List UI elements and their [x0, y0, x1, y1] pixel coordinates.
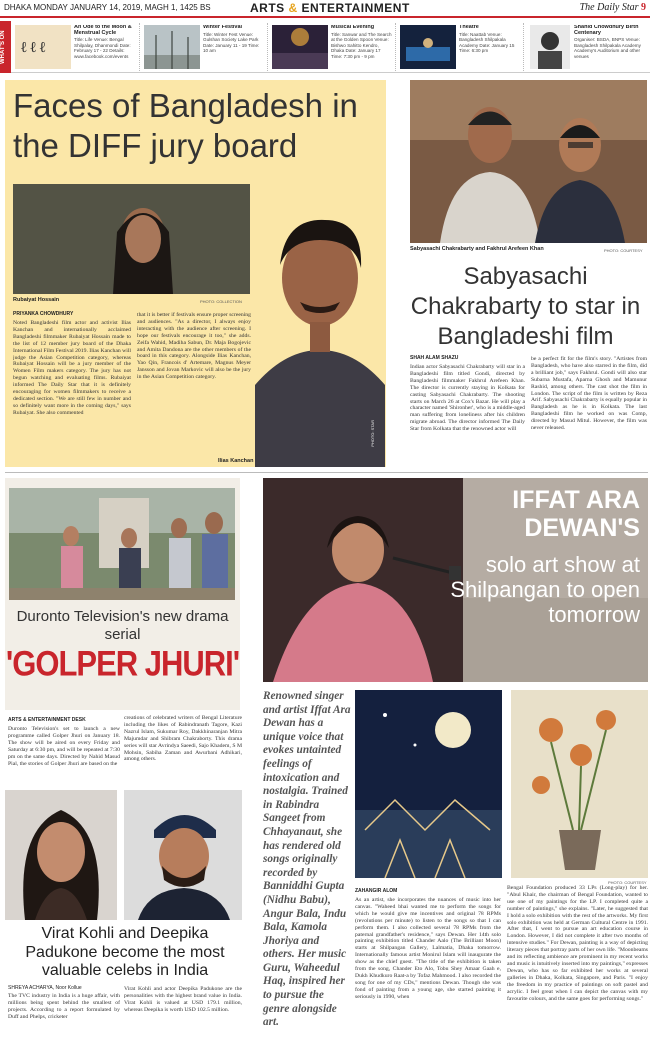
event-title: An Ode to the Moon & Menstrual Cycle [74, 25, 132, 36]
article-column: creations of celebrated writers of Bengal Literature including the likes of Rabindranath Tagore, Kazi Nazrul Islam, Sukumar Roy, Dakkhinaranjan Mitra Majumdar and Shibram Chakraborty. This drama series will star Avrindya Saeedi, Sajo Khadem, S M Mohsin, Sabiha Zaman and Awurbani Adhikari, among others. [124, 715, 242, 763]
article-column: be a perfect fit for the film's story. "Artistes from Bangladesh, who have also starred in the film, did a brilliant job," says Fakhrul. Gondi will also star Subarna Mustafa, Aparna Ghosh and Mamunur Rashid, among others. The cast shot the film in London. The script of the film is written by Reza Arif. Sabyasachi Chakrabarty is equally popular in Bangladesh as he is in Kolkata. The last Bangladeshi film he worked on was Comp, directed by Masud Mitul. However, the film was never released. [531, 356, 647, 432]
section-title [250, 1, 410, 15]
iffat-ara-dewan-banner [263, 478, 648, 682]
article-column: Bengal Foundation produced 33 LPs (Long-play) for her. "Abul Khair, the chairman of Bengal Foundation, wanted to use one of my paintings for the LP. I completed quite a number of paintings," she explains. "Later, he suggested that I hold a solo exhibition with the rest of the artworks. My first solo exhibition was held at German Cultural Centre in 1991. After that, I went to pursue an art education course in London. However, I did not complete it after two months of intensive studies." For Dewan, painting is a way of depicting literary pieces that portray parts of her own life. "Moonbeams and its reflecting ambience are prominent in my recent works and music is intuitively inserted into my paintings," expresses Dewan, who has so far exhibited her works at several galleries in Dhaka, Kolkata, Singapore, and Paris. "I enjoy the freedom in my practice of paintings on soft pastel and acrylic. I feel great when I can depict the canvas with my favourite colours, and the same goes for performing songs." [507, 885, 648, 1002]
diff-jury-article [5, 80, 386, 467]
svg-text:ℓ ℓ ℓ: ℓ ℓ ℓ [21, 40, 46, 56]
article-column: Indian actor Sabyasachi Chakrabarty will star in a Bangladeshi film titled Gondi, directed by Bangladeshi filmmaker Fakhrul Arefeen Khan. The director is currently staying in Kolkata for casting Sabyasachi Chakrabarty. The shooting starts on March 26 at Cox's Bazar. He will play a character named 'Shironher', who is a middle-aged man suffering from loneliness after his children migrate abroad. The director informed The Daily Star from Kolkata that the renowned actor will [410, 364, 525, 433]
concert-thumbnail [272, 25, 328, 69]
event-thumbnail [272, 25, 328, 69]
section-divider [5, 472, 648, 473]
byline: SHAH ALAM SHAZU [410, 355, 459, 361]
drama-scene-photo [9, 488, 235, 600]
section-title-amp: & [288, 1, 298, 15]
portrait-thumbnail [530, 25, 570, 69]
masthead-logo: The Daily Star [579, 2, 639, 13]
event-title: Theatre [459, 25, 479, 30]
article-headline: Virat Kohli and Deepika Padukone become the most valuable celebs in India [25, 925, 225, 979]
sabyasachi-fakhrul-photo [410, 80, 647, 243]
event-details: Organiser: BSDA, BNPS Venue: Bangladesh Shilpakala Academy Academy's Auditorium and other venues [574, 37, 641, 59]
section-title-arts: ARTS [250, 1, 285, 15]
whats-on-item [526, 23, 648, 71]
photo-caption: Ilias Kanchan [218, 458, 254, 464]
virat-kohli-photo [124, 790, 242, 920]
article-headline: 'GOLPER JHURI' [5, 643, 240, 684]
section-title-entertainment: ENTERTAINMENT [301, 1, 410, 15]
article-headline: IFFAT ARA DEWAN'S [512, 486, 640, 542]
winter-trees-thumbnail [144, 25, 200, 69]
event-details: Title: Life Venue: Bengal Shilpalay, Dhanmondi Date: February 17 - 22 Details: www.facebook.com/events [74, 37, 131, 59]
event-thumbnail [400, 25, 456, 69]
dateline: DHAKA MONDAY JANUARY 14, 2019, MAGH 1, 1425 BS [4, 3, 211, 12]
deepika-padukone-photo [5, 790, 117, 920]
photo-credit: PHOTO: COLLECTION [200, 299, 242, 304]
pull-quote: Renowned singer and artist Iffat Ara Dewan has a unique voice that evokes untainted feelings of intoxication and nostalgia. Trained in Rabindra Sangeet from Chhayanaut, she has rendered old songs originally recorded by Banniddhi Gupta (Nidhu Babu), Angur Bala, Indu Bala, Kamola Jhoriya and others. Her music Guru, Waheedul Haq, inspired her to pursue the genre alongside art. [263, 690, 351, 1029]
ilias-kanchan-photo [255, 210, 385, 467]
whats-on-strip [0, 21, 650, 73]
photo-credit: PHOTO: COURTESY [604, 248, 643, 253]
article-column: As an artist, she incorporates the nuances of music into her canvas. "Waheed bhai wanted me to perform the songs for which he would give me incentives and original 78 RPMs (revolutions per minute) to listen to the songs so that I can perform them. I also collected several 78 RPMs from the paternal grandfather's residence," says Dewan. Her 14th solo painting exhibition titled Chander Aalo (The Brilliant Moon) starts at Shilpangan Gallery, Lalmatia, Dhaka tomorrow. Internationally famous artist Monirul Islam will inaugurate the show as the chief guest. "The title of the exhibition is taken from the song, Chander Eto Alo, Tobu Shey Amaar Gaah e, Dukh Khudkuro Raat-a by Tofaz Mahmood. I also recorded the song for one of my CDs," mentions Dewan. Though she was fond of painting from a young age, she started painting it seriously in 1990, when [355, 897, 501, 1000]
article-column: The TVC industry in India is a huge affair, with millions being spent behind the smallest of projects. According to a report formulated by Duff and Phelps, cricketer [8, 993, 120, 1020]
event-thumbnail [144, 25, 200, 69]
masthead [580, 2, 646, 13]
article-column: that it is better if festivals ensure proper screening and audiences. "As a director, I always enjoy interacting with the audience after screening. I hope our festivals encourage it too," she adds. Zeifa Wahid, Madiha Sabun, Dr. Maja Bogojevic and Amita Dandona are the other members of the board in this category. Alongside Ilias Kanchan, Yao Qin, Francois d' Artemare, Magnus Meyer Jansson and Jovan Markovic will also be the jury in the Asian Competition category. [137, 312, 251, 381]
article-column: Virat Kohli and actor Deepika Padukone are the personalities with the highest brand value in India. Virat Kohli is valued at USD 179.1 million, whereas Deepika is worth USD 102.5 million. [124, 986, 242, 1013]
moon-painting [355, 690, 502, 878]
article-subheadline: Duronto Television's new drama serial [16, 608, 229, 643]
byline: ZAHANGIR ALOM [355, 888, 398, 894]
theatre-stage-thumbnail [400, 25, 456, 69]
event-details: Title: Naattab Venue: Bangladesh Shilpakala Academy Date: January 15 Time: 6:30 pm [459, 31, 515, 54]
event-thumbnail [530, 25, 570, 69]
page-header [0, 0, 650, 18]
whats-on-item [13, 23, 140, 71]
vertical-photo-credit: PHOTO: STAR [370, 420, 375, 447]
byline: ARTS & ENTERTAINMENT DESK [8, 717, 86, 723]
event-title: Musical Evening [331, 25, 375, 30]
whats-on-item [142, 23, 268, 71]
photo-caption: Sabyasachi Chakrabarty and Fakhrul Arefeen Khan [410, 246, 544, 252]
event-details: Title: Winter Fest Venue: Gulshan Society Lake Park Date: January 11 - 19 Time: 10 am [203, 31, 260, 54]
flowers-painting [511, 690, 648, 878]
whats-on-label: WHAT'S ON [0, 21, 11, 73]
whats-on-item [270, 23, 396, 71]
golper-jhuri-article [5, 478, 240, 710]
moon-artwork-thumbnail [15, 25, 71, 69]
photo-caption: Rubaiyat Hossain [13, 297, 60, 303]
event-thumbnail [15, 25, 71, 69]
whats-on-item [398, 23, 524, 71]
article-column: Noted Bangladeshi film actor and activist Ilias Kanchan and internationally acclaimed Bangladeshi filmmaker Rubaiyat Hossain made to the list of 12 member jury board of the Dhaka International Film Festival 2019. Ilias Kanchan will judge the Asian Competition category, whereas Rubaiyat Hossain will be a jury member of the Women Film makers category. The jury has not begun watching and evaluating films. Rubaiyat informed The Daily Star that it is definitely encouraging for women filmmakers to receive a dedicated section. "We are still few in number and so definitely want more in the coming days," says Rubaiyat. She also commented [13, 320, 131, 416]
page-number: 9 [641, 2, 646, 13]
article-headline: Sabyasachi Chakrabarty to star in Bangladeshi film [410, 263, 641, 350]
rubaiyat-hossain-photo [13, 184, 250, 294]
byline: SHREYA ACHARYA, Noor Kollue [8, 985, 82, 991]
event-details: Title: Sanwar and The Search at the Golden Spoon Venue: Bishwo Sahitto Kendro, Dhaka Date: January 17 Time: 7:30 pm - 9 pm [331, 31, 392, 59]
event-title: Winter Festival [203, 25, 243, 30]
byline: PRIYANKA CHOWDHURY [13, 311, 74, 317]
event-title: Shahid Chowdhury Birth Centenary [574, 25, 639, 36]
article-headline: Faces of Bangladesh in the DIFF jury board [13, 87, 358, 164]
article-subheadline: solo art show at Shilpangan to open tomorrow [450, 552, 640, 627]
article-column: Duronto Television's set to launch a new programme called Golper Jhuri on January 18. The show will be aired on every Friday and Saturday at 6:30 pm, and will be repeated at 7:30 pm on the same days. Directed by Nahid Masud Pial, the stories of Golper Jhuri are based on the [8, 726, 120, 767]
photo-credit: PHOTO: COURTESY [608, 880, 647, 885]
